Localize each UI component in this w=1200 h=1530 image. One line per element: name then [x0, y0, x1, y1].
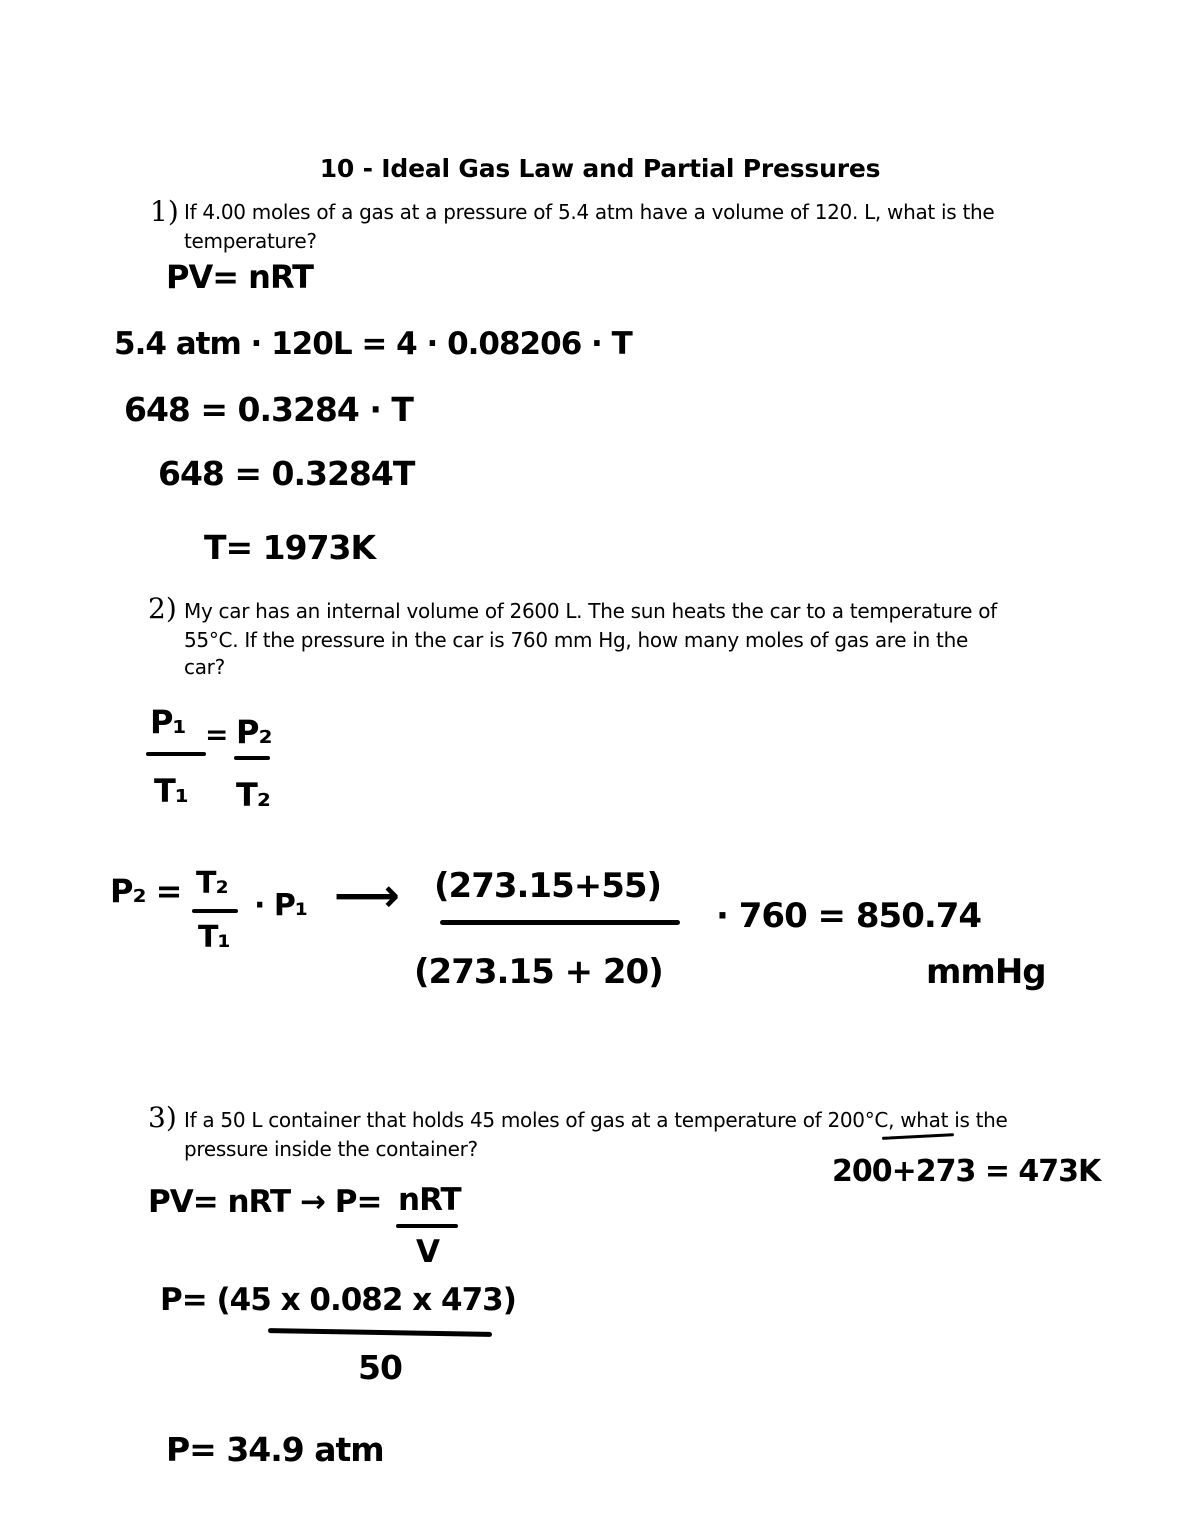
q3-rearrange: PV= nRT → P=: [148, 1184, 382, 1220]
q2-denominator: (273.15 + 20): [414, 952, 663, 992]
q2-result: · 760 = 850.74: [716, 896, 982, 936]
q2-fraction-bar-main: [440, 920, 680, 925]
q1-work-step-1: 648 = 0.3284 · T: [124, 390, 413, 429]
q2-t1-b: T₁: [198, 920, 230, 955]
question-1-line-1: If 4.00 moles of a gas at a pressure of 5.4 atm have a volume of 120. L, what is the: [184, 200, 995, 224]
q3-fraction-bar-2: [268, 1328, 492, 1337]
q2-t2-b: T₂: [196, 866, 228, 901]
q2-t2: T₂: [236, 776, 270, 814]
q3-denominator: 50: [358, 1348, 402, 1387]
q1-work-answer: T= 1973K: [204, 528, 376, 567]
question-2-line-1: My car has an internal volume of 2600 L. The sun heats the car to a temperature of: [184, 599, 997, 623]
q1-work-formula: PV= nRT: [166, 258, 313, 296]
question-3-number: 3): [148, 1101, 177, 1134]
q3-answer: P= 34.9 atm: [166, 1430, 384, 1469]
q3-v: V: [416, 1234, 439, 1270]
q2-lhs: P₂ =: [110, 872, 182, 910]
question-3-line-2: pressure inside the container?: [184, 1137, 478, 1161]
q3-nrt: nRT: [398, 1182, 461, 1218]
q2-fraction-bar-left: [146, 752, 206, 756]
question-2-number: 2): [148, 592, 177, 625]
question-2-text: [184, 597, 1104, 679]
question-2-line-2: 55°C. If the pressure in the car is 760 mm Hg, how many moles of gas are in the: [184, 628, 968, 652]
question-1-line-2: temperature?: [184, 229, 317, 253]
q2-p1: P₁: [150, 703, 186, 741]
q2-arrow: ⟶: [334, 868, 399, 922]
q3-substitution: P= (45 x 0.082 x 473): [160, 1282, 516, 1318]
q2-t1: T₁: [154, 772, 188, 810]
q3-fraction-bar-1: [396, 1224, 458, 1228]
q2-equals: =: [205, 718, 228, 751]
question-2-line-3: car?: [184, 655, 225, 679]
page-title: 10 - Ideal Gas Law and Partial Pressures: [319, 154, 881, 183]
q2-fraction-bar-right: [234, 756, 270, 760]
q2-numerator: (273.15+55): [434, 866, 662, 906]
q3-kelvin-conversion: 200+273 = 473K: [832, 1154, 1101, 1189]
question-1-number: 1): [150, 195, 179, 228]
question-1-text: [184, 198, 1104, 256]
question-3-line-1: If a 50 L container that holds 45 moles of gas at a temperature of 200°C, what is the: [184, 1108, 1008, 1132]
q2-dot-p1: · P₁: [254, 888, 307, 923]
q1-work-substitution: 5.4 atm · 120L = 4 · 0.08206 · T: [114, 326, 632, 362]
q1-work-step-2: 648 = 0.3284T: [158, 454, 415, 493]
q2-p2: P₂: [236, 713, 272, 751]
q2-fraction-bar-mid: [192, 909, 238, 913]
q2-unit: mmHg: [926, 952, 1046, 992]
